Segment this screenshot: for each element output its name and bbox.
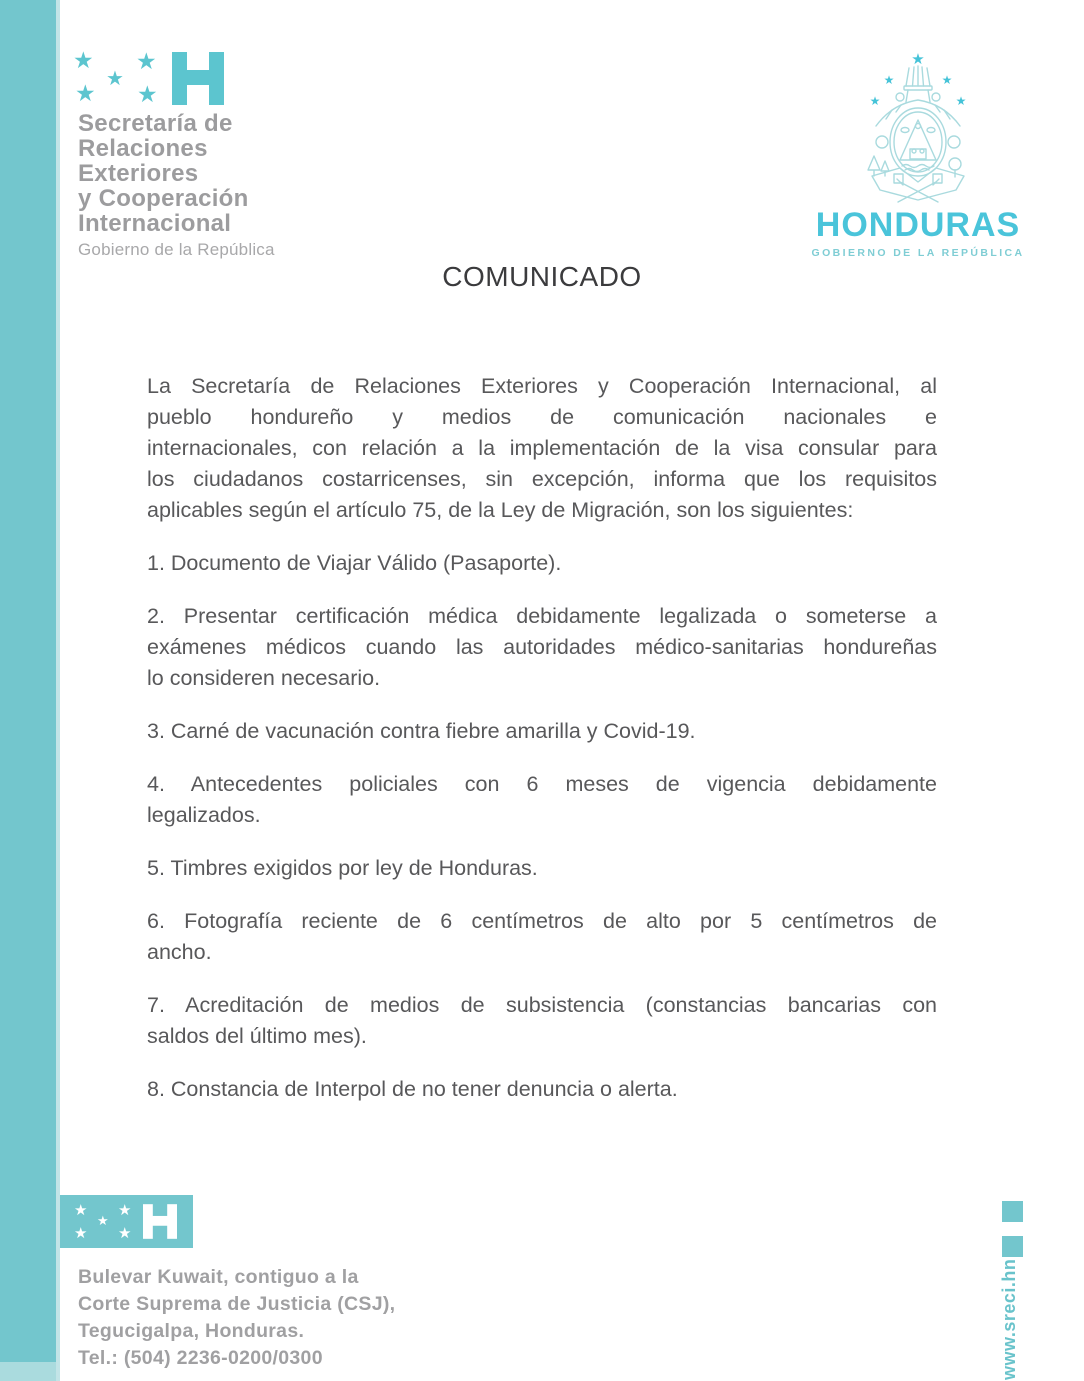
- text-line: 4. Antecedentes policiales con 6 meses de vigencia debidamente: [147, 772, 937, 796]
- requirement-item: [147, 853, 937, 884]
- decorative-square: [1002, 1236, 1023, 1257]
- star-icon: ★: [118, 1224, 132, 1242]
- requirement-item: [147, 1074, 937, 1105]
- text-line: ancho.: [147, 940, 212, 964]
- h-logo-icon: [143, 1204, 177, 1239]
- star-icon: ★: [136, 49, 157, 75]
- requirement-item: [147, 548, 937, 579]
- address-line: Bulevar Kuwait, contiguo a la: [78, 1266, 359, 1288]
- document-body: [147, 371, 937, 1127]
- text-line: pueblo hondureño y medios de comunicación nacionales e: [147, 405, 937, 429]
- svg-text:★: ★: [955, 94, 967, 108]
- honduras-subtitle: GOBIERNO DE LA REPÚBLICA: [811, 247, 1025, 259]
- text-line: 2. Presentar certificación médica debidamente legalizada o someterse a: [147, 604, 937, 628]
- address-line: Tel.: (504) 2236-0200/0300: [78, 1347, 323, 1369]
- decorative-square: [1002, 1201, 1023, 1222]
- ministry-name-line: y Cooperación: [78, 185, 249, 212]
- text-line: La Secretaría de Relaciones Exteriores y Cooperación Internacional, al: [147, 374, 937, 398]
- star-icon: ★: [106, 66, 124, 90]
- text-line: 8. Constancia de Interpol de no tener denuncia o alerta.: [147, 1077, 678, 1101]
- text-line: exámenes médicos cuando las autoridades médico-sanitarias hondureñas: [147, 635, 937, 659]
- h-logo-icon: [172, 52, 224, 105]
- website-link[interactable]: www.sreci.hn: [999, 1258, 1019, 1380]
- svg-text:★: ★: [883, 73, 895, 87]
- honduras-wordmark: HONDURAS: [815, 206, 1021, 244]
- star-icon: ★: [74, 1201, 88, 1219]
- ministry-name-line: Exteriores: [78, 160, 199, 187]
- government-tagline: Gobierno de la República: [78, 240, 275, 259]
- requirement-item: [147, 716, 937, 747]
- text-line: 7. Acreditación de medios de subsistencia (constancias bancarias con: [147, 993, 937, 1017]
- intro-paragraph: [147, 371, 937, 526]
- text-line: 5. Timbres exigidos por ley de Honduras.: [147, 856, 538, 880]
- star-icon: ★: [97, 1214, 109, 1229]
- star-icon: ★: [74, 1224, 88, 1242]
- requirement-item: [147, 601, 937, 694]
- text-line: 3. Carné de vacunación contra fiebre amarilla y Covid-19.: [147, 719, 696, 743]
- star-icon: ★: [137, 82, 158, 108]
- ministry-name: [78, 111, 249, 236]
- text-line: lo consideren necesario.: [147, 666, 381, 690]
- text-line: los ciudadanos costarricenses, sin excepción, informa que los requisitos: [147, 467, 937, 491]
- footer-logo: [60, 1195, 193, 1248]
- star-icon: ★: [118, 1201, 132, 1219]
- svg-text:★: ★: [869, 94, 881, 108]
- text-line: legalizados.: [147, 803, 261, 827]
- left-bar-bottom-segment: [0, 1362, 56, 1381]
- left-accent-bar: [0, 0, 56, 1381]
- text-line: aplicables según el artículo 75, de la Ley de Migración, son los siguientes:: [147, 498, 854, 522]
- requirement-item: [147, 990, 937, 1052]
- footer-address: [78, 1264, 395, 1372]
- text-line: saldos del último mes).: [147, 1024, 367, 1048]
- requirement-item: [147, 769, 937, 831]
- text-line: 1. Documento de Viajar Válido (Pasaporte).: [147, 551, 562, 575]
- ministry-name-line: Relaciones: [78, 135, 208, 162]
- address-line: Corte Suprema de Justicia (CSJ),: [78, 1293, 396, 1315]
- coat-of-arms-icon: [852, 46, 984, 204]
- text-line: internacionales, con relación a la implementación de la visa consular para: [147, 436, 937, 460]
- left-bar-light-edge: [56, 0, 60, 1381]
- flag-stars-icon: [72, 50, 167, 108]
- svg-text:★: ★: [941, 73, 953, 87]
- ministry-name-line: Internacional: [78, 210, 232, 237]
- address-line: Tegucigalpa, Honduras.: [78, 1320, 305, 1342]
- star-icon: ★: [73, 48, 94, 74]
- ministry-name-line: Secretaría de: [78, 110, 233, 137]
- page-title: COMUNICADO: [442, 261, 642, 292]
- requirement-item: [147, 906, 937, 968]
- star-icon: ★: [75, 81, 96, 107]
- text-line: 6. Fotografía reciente de 6 centímetros de alto por 5 centímetros de: [147, 909, 937, 933]
- svg-text:★: ★: [911, 50, 925, 68]
